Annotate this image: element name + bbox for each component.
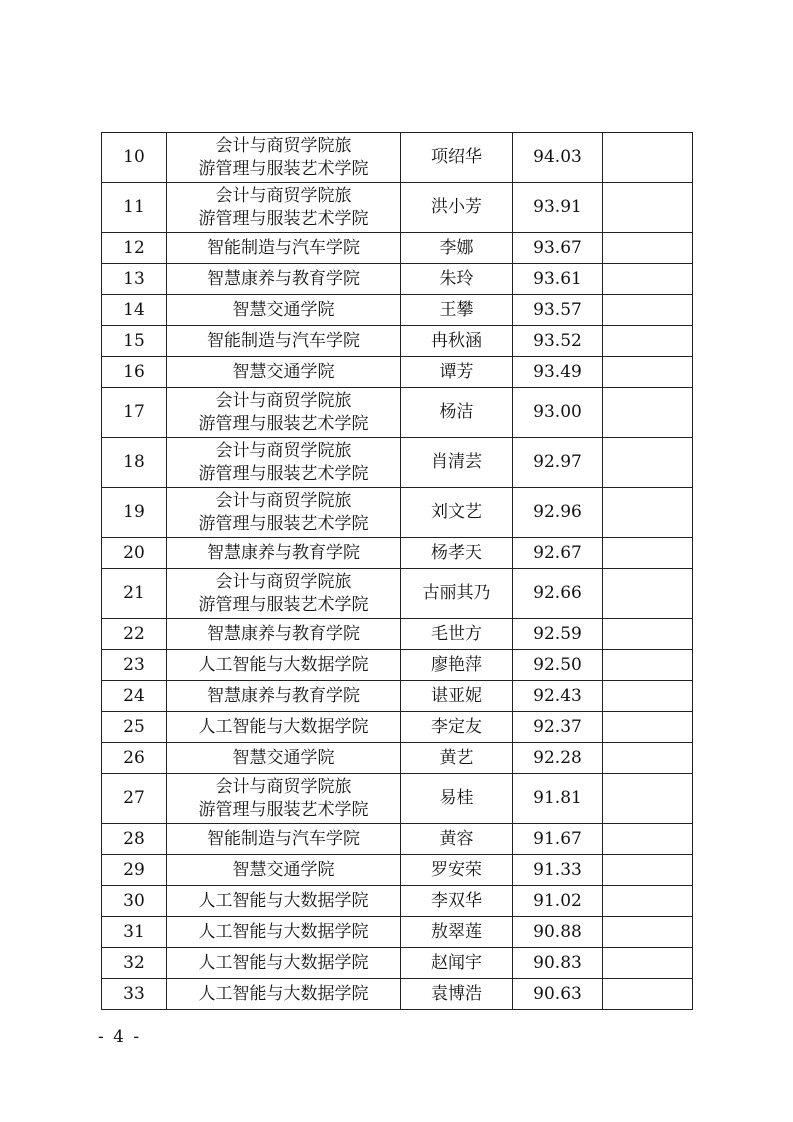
note-cell xyxy=(603,183,693,233)
note-cell xyxy=(603,133,693,183)
score-cell: 90.88 xyxy=(513,917,603,948)
college-cell xyxy=(167,886,401,917)
name-cell: 谌亚妮 xyxy=(401,681,513,712)
name-cell: 毛世方 xyxy=(401,619,513,650)
name-cell: 袁博浩 xyxy=(401,979,513,1010)
rank-cell: 15 xyxy=(102,326,167,357)
score-cell: 92.67 xyxy=(513,538,603,569)
score-cell: 94.03 xyxy=(513,133,603,183)
note-cell xyxy=(603,357,693,388)
college-cell xyxy=(167,774,401,824)
rank-cell: 26 xyxy=(102,743,167,774)
table-row xyxy=(102,488,693,538)
score-cell: 90.63 xyxy=(513,979,603,1010)
college-cell xyxy=(167,233,401,264)
table-row xyxy=(102,326,693,357)
table-row xyxy=(102,538,693,569)
name-cell: 肖清芸 xyxy=(401,438,513,488)
note-cell xyxy=(603,488,693,538)
college-cell xyxy=(167,917,401,948)
note-cell xyxy=(603,388,693,438)
rank-cell: 16 xyxy=(102,357,167,388)
rank-cell: 30 xyxy=(102,886,167,917)
name-cell: 王攀 xyxy=(401,295,513,326)
score-cell: 91.67 xyxy=(513,824,603,855)
note-cell xyxy=(603,295,693,326)
name-cell: 冉秋涵 xyxy=(401,326,513,357)
note-cell xyxy=(603,743,693,774)
score-cell: 93.57 xyxy=(513,295,603,326)
rank-cell: 25 xyxy=(102,712,167,743)
note-cell xyxy=(603,569,693,619)
college-cell xyxy=(167,948,401,979)
name-cell: 谭芳 xyxy=(401,357,513,388)
rank-cell: 21 xyxy=(102,569,167,619)
rank-cell: 20 xyxy=(102,538,167,569)
rank-cell: 11 xyxy=(102,183,167,233)
name-cell: 李娜 xyxy=(401,233,513,264)
ranking-table-body xyxy=(102,133,693,1010)
note-cell xyxy=(603,538,693,569)
score-cell: 92.28 xyxy=(513,743,603,774)
college-cell xyxy=(167,681,401,712)
score-cell: 92.50 xyxy=(513,650,603,681)
score-cell: 90.83 xyxy=(513,948,603,979)
college-text: 会计与商贸学院旅 游管理与服装艺术学院 xyxy=(198,185,369,229)
college-text: 人工智能与大数据学院 xyxy=(198,890,369,911)
name-cell: 古丽其乃 xyxy=(401,569,513,619)
table-row xyxy=(102,855,693,886)
college-text: 会计与商贸学院旅 游管理与服装艺术学院 xyxy=(198,490,369,534)
score-cell: 93.67 xyxy=(513,233,603,264)
name-cell: 黄容 xyxy=(401,824,513,855)
rank-cell: 27 xyxy=(102,774,167,824)
college-cell xyxy=(167,538,401,569)
score-cell: 93.00 xyxy=(513,388,603,438)
table-row xyxy=(102,133,693,183)
name-cell: 刘文艺 xyxy=(401,488,513,538)
table-row xyxy=(102,438,693,488)
score-cell: 92.96 xyxy=(513,488,603,538)
table-row xyxy=(102,388,693,438)
score-cell: 92.43 xyxy=(513,681,603,712)
college-text: 智慧交通学院 xyxy=(232,299,335,320)
name-cell: 敖翠莲 xyxy=(401,917,513,948)
rank-cell: 14 xyxy=(102,295,167,326)
note-cell xyxy=(603,681,693,712)
score-cell: 92.97 xyxy=(513,438,603,488)
note-cell xyxy=(603,233,693,264)
note-cell xyxy=(603,917,693,948)
college-text: 人工智能与大数据学院 xyxy=(198,952,369,973)
rank-cell: 22 xyxy=(102,619,167,650)
table-row xyxy=(102,357,693,388)
college-cell xyxy=(167,743,401,774)
name-cell: 黄艺 xyxy=(401,743,513,774)
college-text: 人工智能与大数据学院 xyxy=(198,921,369,942)
college-text: 会计与商贸学院旅 游管理与服装艺术学院 xyxy=(198,776,369,820)
score-cell: 93.61 xyxy=(513,264,603,295)
college-text: 会计与商贸学院旅 游管理与服装艺术学院 xyxy=(198,135,369,179)
table-row xyxy=(102,886,693,917)
college-text: 智慧康养与教育学院 xyxy=(207,623,360,644)
name-cell: 杨洁 xyxy=(401,388,513,438)
college-cell xyxy=(167,824,401,855)
score-cell: 91.81 xyxy=(513,774,603,824)
rank-cell: 13 xyxy=(102,264,167,295)
table-row xyxy=(102,233,693,264)
table-row xyxy=(102,824,693,855)
college-text: 智慧交通学院 xyxy=(232,361,335,382)
rank-cell: 10 xyxy=(102,133,167,183)
name-cell: 洪小芳 xyxy=(401,183,513,233)
college-cell xyxy=(167,855,401,886)
ranking-table xyxy=(101,132,693,1010)
table-row xyxy=(102,681,693,712)
college-text: 智慧康养与教育学院 xyxy=(207,268,360,289)
score-cell: 92.66 xyxy=(513,569,603,619)
table-row xyxy=(102,979,693,1010)
note-cell xyxy=(603,774,693,824)
rank-cell: 24 xyxy=(102,681,167,712)
college-text: 智能制造与汽车学院 xyxy=(207,237,360,258)
page-number: - 4 - xyxy=(98,1027,142,1047)
table-row xyxy=(102,712,693,743)
score-cell: 91.02 xyxy=(513,886,603,917)
name-cell: 赵闻宇 xyxy=(401,948,513,979)
table-row xyxy=(102,948,693,979)
note-cell xyxy=(603,979,693,1010)
score-cell: 92.59 xyxy=(513,619,603,650)
rank-cell: 31 xyxy=(102,917,167,948)
college-text: 智慧交通学院 xyxy=(232,747,335,768)
table-row xyxy=(102,743,693,774)
name-cell: 项绍华 xyxy=(401,133,513,183)
table-row xyxy=(102,619,693,650)
college-cell xyxy=(167,619,401,650)
score-cell: 91.33 xyxy=(513,855,603,886)
note-cell xyxy=(603,326,693,357)
college-text: 会计与商贸学院旅 游管理与服装艺术学院 xyxy=(198,440,369,484)
rank-cell: 19 xyxy=(102,488,167,538)
note-cell xyxy=(603,948,693,979)
rank-cell: 23 xyxy=(102,650,167,681)
college-cell xyxy=(167,488,401,538)
score-cell: 92.37 xyxy=(513,712,603,743)
college-cell xyxy=(167,438,401,488)
rank-cell: 18 xyxy=(102,438,167,488)
college-cell xyxy=(167,326,401,357)
rank-cell: 12 xyxy=(102,233,167,264)
table-row xyxy=(102,264,693,295)
note-cell xyxy=(603,438,693,488)
college-cell xyxy=(167,712,401,743)
score-cell: 93.52 xyxy=(513,326,603,357)
college-cell xyxy=(167,133,401,183)
college-cell xyxy=(167,388,401,438)
college-text: 人工智能与大数据学院 xyxy=(198,654,369,675)
college-cell xyxy=(167,295,401,326)
note-cell xyxy=(603,650,693,681)
college-cell xyxy=(167,569,401,619)
note-cell xyxy=(603,886,693,917)
rank-cell: 32 xyxy=(102,948,167,979)
rank-cell: 33 xyxy=(102,979,167,1010)
college-text: 人工智能与大数据学院 xyxy=(198,716,369,737)
name-cell: 廖艳萍 xyxy=(401,650,513,681)
college-text: 人工智能与大数据学院 xyxy=(198,983,369,1004)
college-cell xyxy=(167,264,401,295)
college-cell xyxy=(167,979,401,1010)
score-cell: 93.49 xyxy=(513,357,603,388)
name-cell: 易桂 xyxy=(401,774,513,824)
table-row xyxy=(102,917,693,948)
name-cell: 朱玲 xyxy=(401,264,513,295)
table-row xyxy=(102,569,693,619)
note-cell xyxy=(603,855,693,886)
college-text: 智慧康养与教育学院 xyxy=(207,542,360,563)
rank-cell: 17 xyxy=(102,388,167,438)
name-cell: 杨孝天 xyxy=(401,538,513,569)
college-text: 智能制造与汽车学院 xyxy=(207,828,360,849)
note-cell xyxy=(603,824,693,855)
note-cell xyxy=(603,712,693,743)
college-text: 会计与商贸学院旅 游管理与服装艺术学院 xyxy=(198,390,369,434)
college-text: 智能制造与汽车学院 xyxy=(207,330,360,351)
table-row xyxy=(102,295,693,326)
college-cell xyxy=(167,650,401,681)
note-cell xyxy=(603,264,693,295)
rank-cell: 29 xyxy=(102,855,167,886)
college-cell xyxy=(167,183,401,233)
name-cell: 李定友 xyxy=(401,712,513,743)
name-cell: 李双华 xyxy=(401,886,513,917)
table-row xyxy=(102,183,693,233)
rank-cell: 28 xyxy=(102,824,167,855)
score-cell: 93.91 xyxy=(513,183,603,233)
table-row xyxy=(102,774,693,824)
note-cell xyxy=(603,619,693,650)
college-text: 智慧交通学院 xyxy=(232,859,335,880)
college-cell xyxy=(167,357,401,388)
name-cell: 罗安荣 xyxy=(401,855,513,886)
college-text: 会计与商贸学院旅 游管理与服装艺术学院 xyxy=(198,571,369,615)
college-text: 智慧康养与教育学院 xyxy=(207,685,360,706)
table-row xyxy=(102,650,693,681)
